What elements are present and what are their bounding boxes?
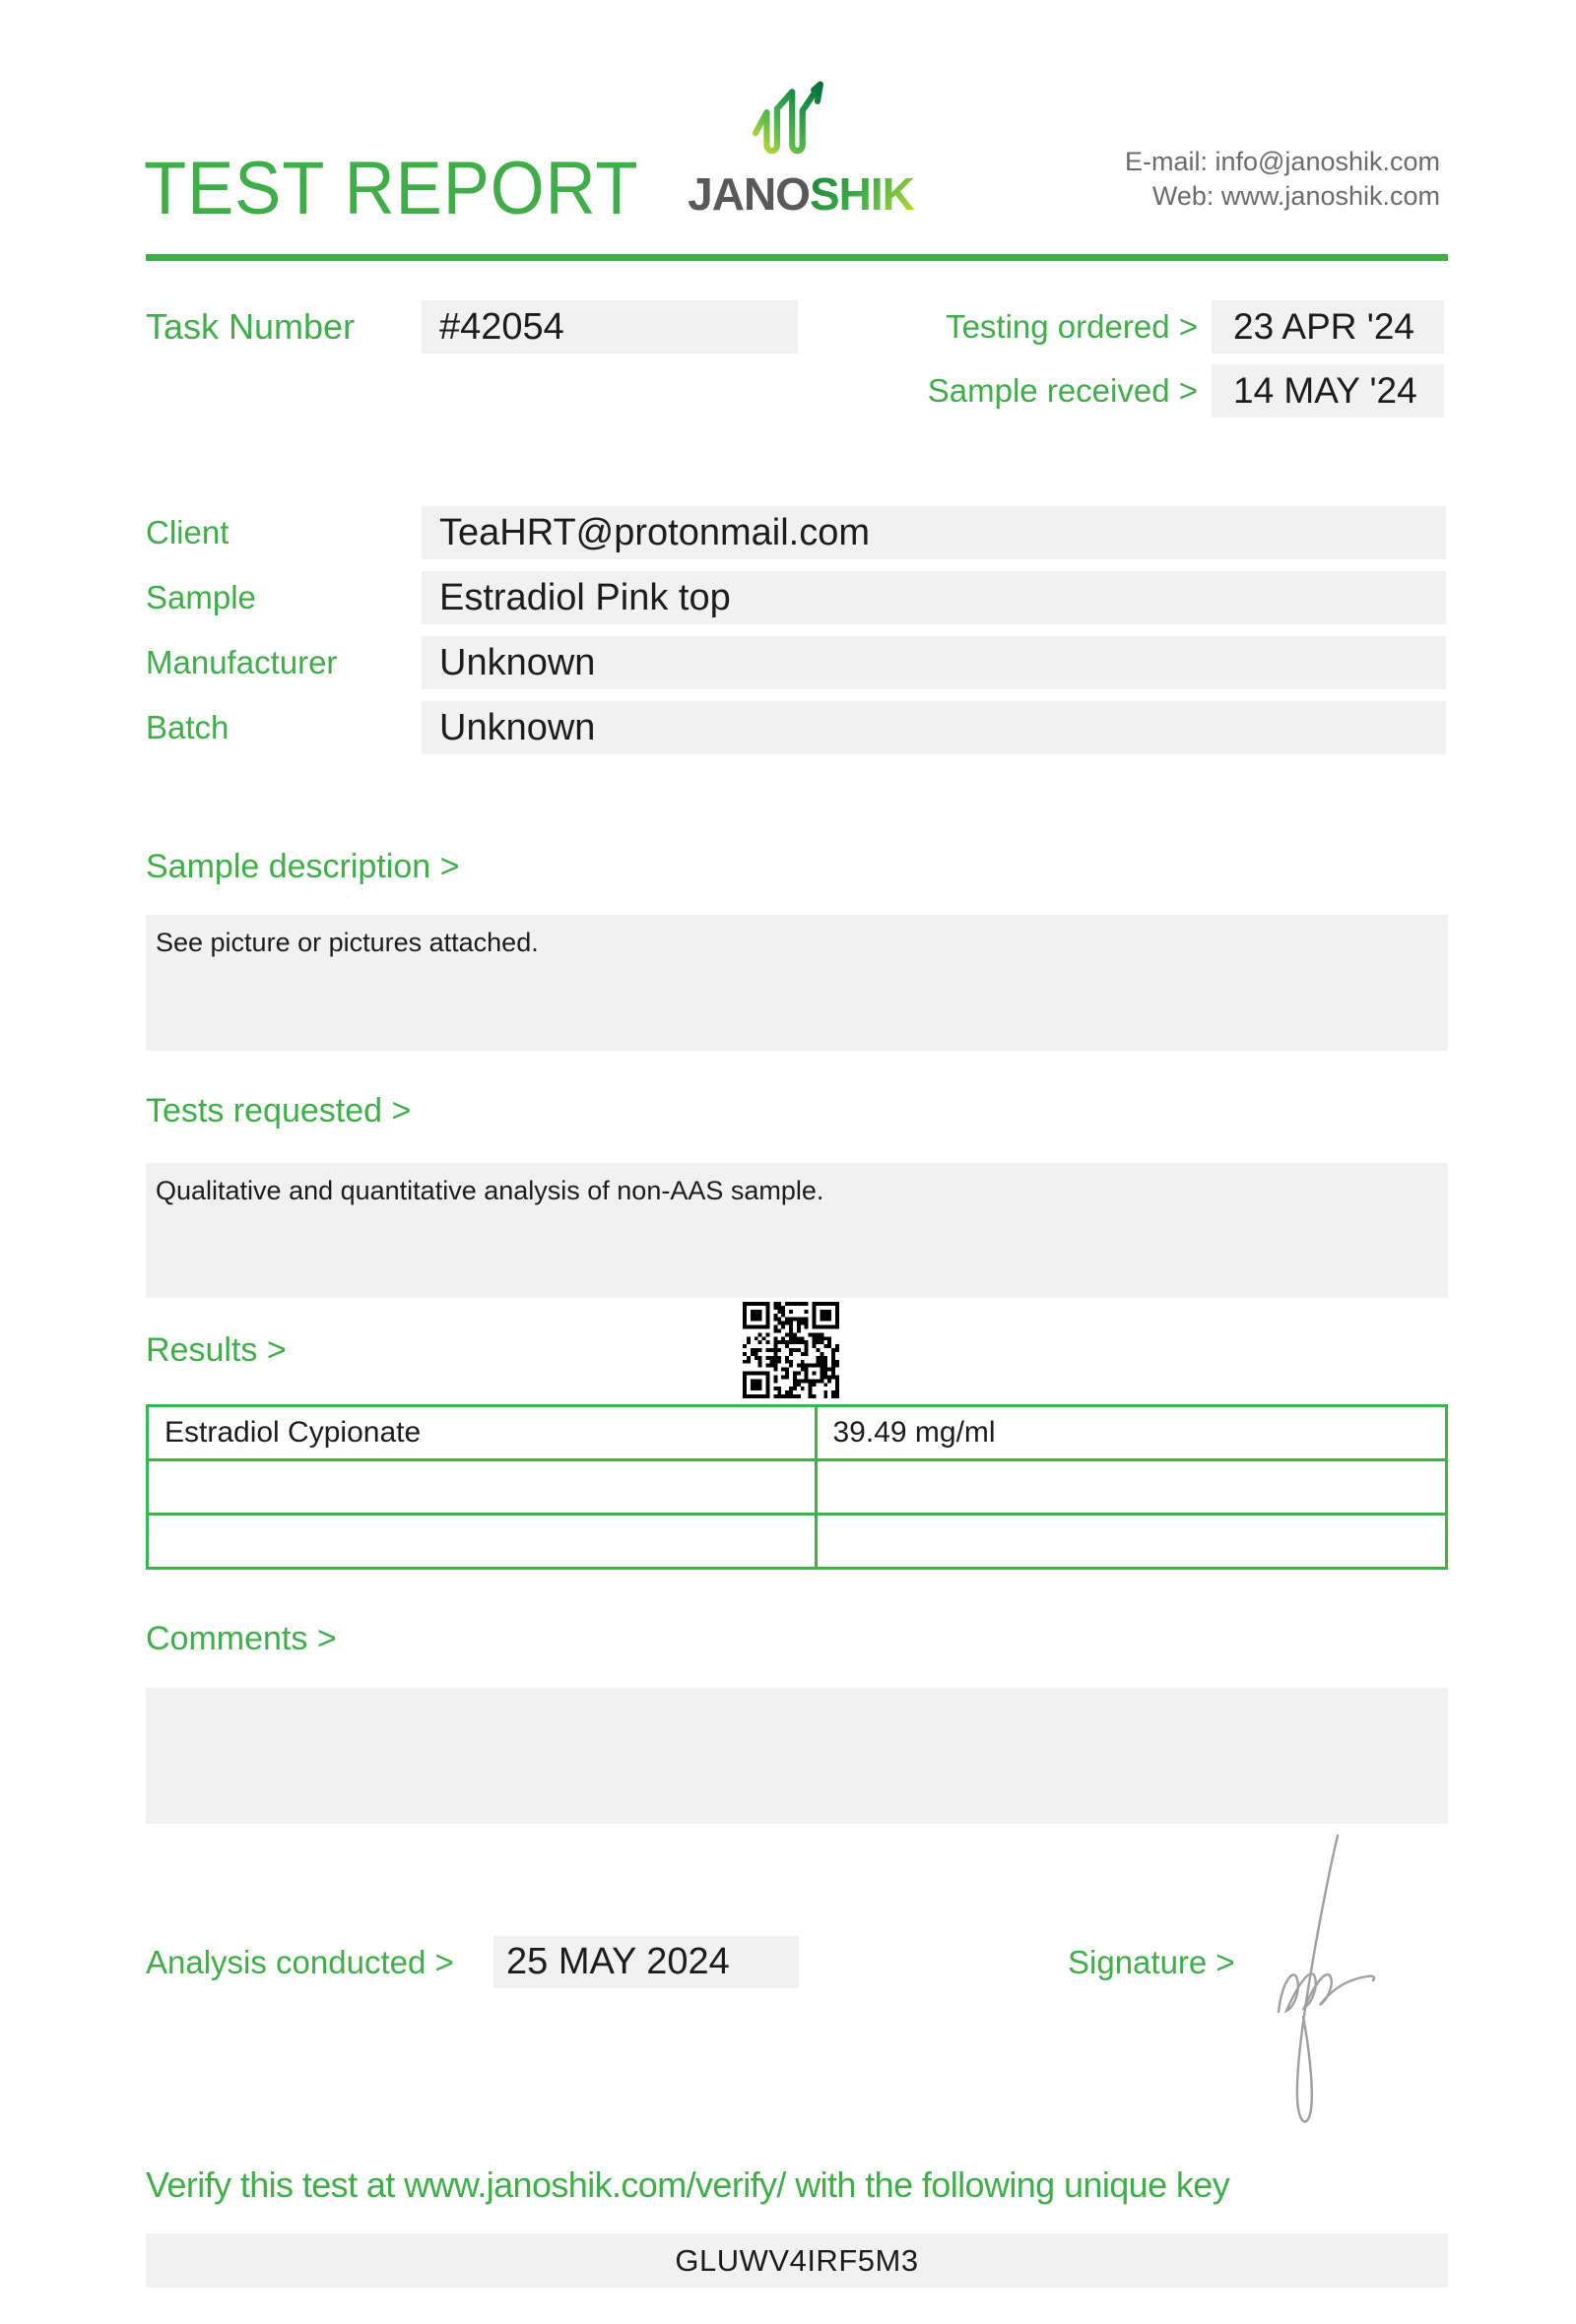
client-value: TeaHRT@protonmail.com — [439, 512, 871, 553]
manufacturer-box — [422, 636, 1446, 689]
batch-box — [422, 701, 1446, 754]
sample-description-box — [146, 915, 1448, 1051]
task-number-label: Task Number — [146, 306, 356, 347]
result-value-cell — [816, 1460, 1447, 1515]
signature-label: Signature > — [1068, 1944, 1235, 1980]
sample-box — [422, 571, 1446, 624]
sample-received-date: 14 MAY '24 — [1233, 370, 1417, 411]
table-row — [148, 1515, 1447, 1569]
sample-description-label: Sample description > — [146, 848, 460, 885]
task-number-value: #42054 — [439, 306, 564, 348]
tests-requested-text: Qualitative and quantitative analysis of non-AAS sample. — [156, 1176, 824, 1205]
tests-requested-label: Tests requested > — [146, 1092, 412, 1130]
result-value-cell — [816, 1515, 1447, 1569]
tests-requested-box — [146, 1163, 1448, 1298]
results-table — [146, 1404, 1448, 1570]
email-label: E-mail: — [1124, 147, 1208, 176]
testing-ordered-date: 23 APR '24 — [1233, 306, 1414, 347]
web-value: www.janoshik.com — [1220, 181, 1440, 211]
testing-ordered-box — [1212, 300, 1444, 354]
result-analyte-cell: Estradiol Cypionate — [148, 1406, 817, 1460]
qr-code — [743, 1302, 839, 1398]
email-value: info@janoshik.com — [1215, 147, 1440, 176]
sample-description-text: See picture or pictures attached. — [156, 928, 539, 957]
analysis-date-box — [493, 1936, 799, 1988]
result-analyte-cell — [148, 1515, 817, 1569]
wordmark-right: SHIK — [809, 168, 914, 220]
manufacturer-value: Unknown — [439, 642, 596, 683]
task-number-box — [422, 300, 798, 354]
table-row — [148, 1460, 1447, 1515]
comments-text — [146, 1688, 1448, 1701]
client-label: Client — [146, 514, 230, 550]
contact-block — [1125, 145, 1440, 214]
janoshik-logo-icon — [749, 77, 843, 164]
sample-received-box — [1212, 364, 1444, 418]
batch-value: Unknown — [439, 707, 596, 748]
result-value-cell: 39.49 mg/ml — [816, 1406, 1447, 1460]
header-divider — [146, 254, 1448, 261]
contact-web-line — [1125, 179, 1440, 214]
comments-label: Comments > — [146, 1620, 337, 1657]
analysis-conducted-label: Analysis conducted > — [146, 1944, 454, 1980]
verify-instruction: Verify this test at www.janoshik.com/verify/ with the following unique key — [146, 2164, 1230, 2205]
contact-email-line — [1125, 145, 1440, 179]
unique-key-box — [146, 2233, 1448, 2288]
comments-box — [146, 1688, 1448, 1824]
batch-label: Batch — [146, 709, 230, 745]
manufacturer-label: Manufacturer — [146, 644, 338, 680]
sample-label: Sample — [146, 579, 256, 615]
result-analyte-cell — [148, 1460, 817, 1515]
unique-key-value: GLUWV4IRF5M3 — [675, 2243, 919, 2278]
results-label: Results > — [146, 1331, 287, 1369]
sample-value: Estradiol Pink top — [439, 577, 731, 618]
analysis-date-value: 25 MAY 2024 — [506, 1941, 730, 1982]
wordmark-left: JANO — [688, 168, 810, 220]
testing-ordered-label: Testing ordered > — [946, 308, 1198, 345]
page-title: TEST REPORT — [144, 147, 639, 230]
table-row — [148, 1406, 1447, 1460]
signature-scribble — [1257, 1830, 1405, 2148]
sample-received-label: Sample received > — [927, 372, 1198, 409]
web-label: Web: — [1151, 181, 1215, 211]
client-box — [422, 506, 1446, 559]
janoshik-wordmark — [678, 167, 924, 221]
